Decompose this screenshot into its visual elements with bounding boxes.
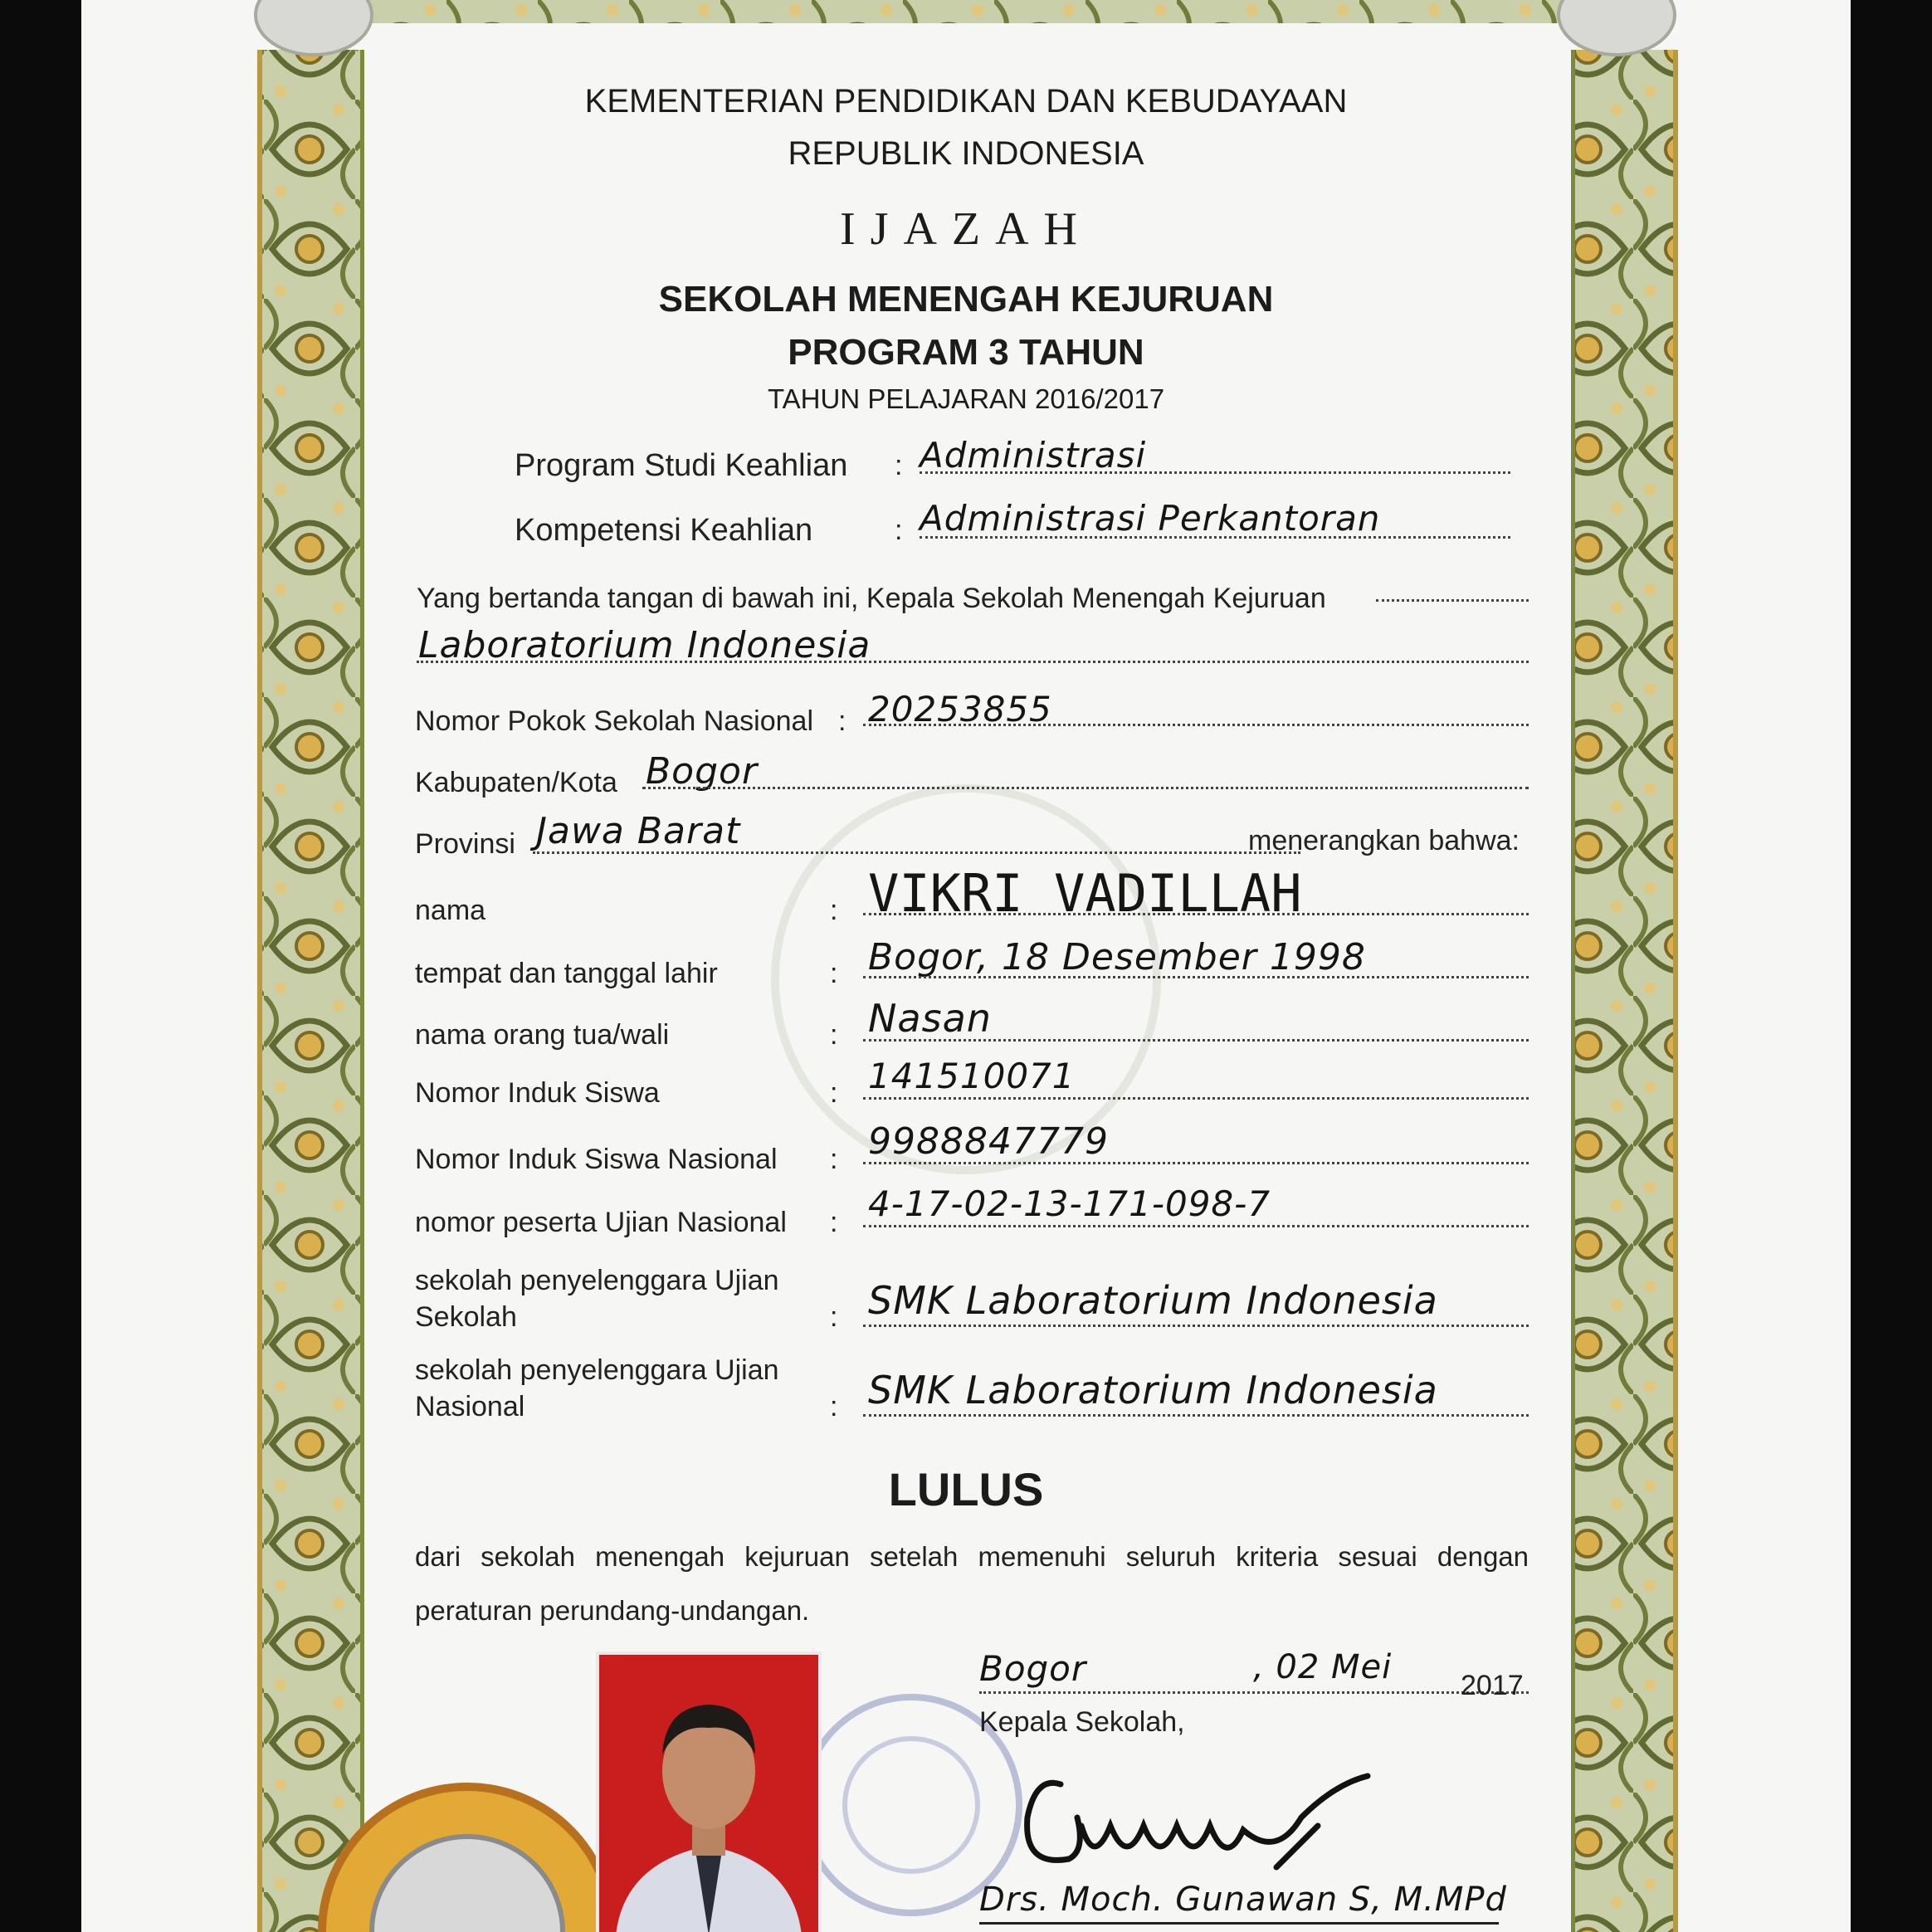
parent-label: nama orang tua/wali xyxy=(415,1019,670,1051)
us-school-label-line2: Sekolah xyxy=(415,1301,517,1333)
competency-label: Kompetensi Keahlian xyxy=(515,513,813,548)
dotted-line xyxy=(863,1039,1529,1042)
parent-value: Nasan xyxy=(868,996,992,1041)
colon: : xyxy=(830,895,838,926)
result-text-line2: peraturan perundang-undangan. xyxy=(415,1595,810,1626)
dotted-line xyxy=(1376,599,1529,602)
us-school-value: SMK Laboratorium Indonesia xyxy=(868,1278,1438,1323)
portrait-illustration xyxy=(599,1655,818,1932)
republic-heading: REPUBLIK INDONESIA xyxy=(788,135,1144,172)
colon: : xyxy=(830,1019,838,1051)
name-value: VIKRI VADILLAH xyxy=(868,863,1302,924)
graduation-status: LULUS xyxy=(888,1463,1044,1515)
un-school-label-line2: Nasional xyxy=(415,1391,525,1422)
colon: : xyxy=(830,1391,838,1422)
colon: : xyxy=(830,958,838,989)
academic-year: TAHUN PELAJARAN 2016/2017 xyxy=(767,383,1165,414)
npsn-label: Nomor Pokok Sekolah Nasional xyxy=(415,705,814,737)
dotted-line xyxy=(863,1225,1529,1227)
handwritten-signature xyxy=(1003,1768,1393,1884)
dotted-line xyxy=(417,661,1529,663)
dotted-line xyxy=(979,1691,1529,1694)
colon: : xyxy=(830,1207,838,1238)
city-label: Kabupaten/Kota xyxy=(415,767,617,798)
colon: : xyxy=(838,705,846,737)
certificate-paper xyxy=(81,0,1851,1932)
program-label: Program Studi Keahlian xyxy=(515,448,848,483)
ministry-heading: KEMENTERIAN PENDIDIKAN DAN KEBUDAYAAN xyxy=(584,83,1348,120)
declares-text: menerangkan bahwa: xyxy=(1248,825,1520,856)
dotted-line xyxy=(863,724,1529,726)
signature-year: 2017 xyxy=(1461,1670,1524,1701)
dotted-line xyxy=(863,976,1529,978)
intro-text: Yang bertanda tangan di bawah ini, Kepala Sekolah Menengah Kejuruan xyxy=(417,583,1326,614)
un-school-value: SMK Laboratorium Indonesia xyxy=(868,1368,1438,1412)
name-underline xyxy=(979,1922,1499,1925)
dotted-line xyxy=(920,536,1510,539)
colon: : xyxy=(830,1301,838,1333)
school-type-heading: SEKOLAH MENENGAH KEJURUAN xyxy=(658,279,1274,320)
dotted-line xyxy=(863,1325,1529,1327)
nisn-value: 9988847779 xyxy=(868,1120,1109,1163)
document-title: IJAZAH xyxy=(840,203,1092,255)
province-value: Jawa Barat xyxy=(536,810,741,852)
un-number-value: 4-17-02-13-171-098-7 xyxy=(868,1183,1271,1224)
npsn-value: 20253855 xyxy=(868,689,1052,729)
colon: : xyxy=(830,1077,838,1109)
colon: : xyxy=(895,450,903,481)
program-value: Administrasi xyxy=(920,435,1147,476)
dotted-line xyxy=(920,471,1510,474)
student-photo xyxy=(596,1651,822,1932)
dotted-line xyxy=(863,1414,1529,1417)
dotted-line xyxy=(863,913,1529,915)
signature-date: , 02 Mei xyxy=(1253,1648,1393,1686)
principal-name: Drs. Moch. Gunawan S, M.MPd xyxy=(979,1881,1507,1919)
result-text-line1: dari sekolah menengah kejuruan setelah memenuhi seluruh kriteria sesuai dengan xyxy=(415,1541,1529,1572)
colon: : xyxy=(830,1144,838,1175)
un-number-label: nomor peserta Ujian Nasional xyxy=(415,1207,787,1238)
city-value: Bogor xyxy=(646,750,759,793)
principal-role: Kepala Sekolah, xyxy=(979,1706,1185,1738)
dotted-line xyxy=(863,1097,1529,1100)
us-school-label-line1: sekolah penyelenggara Ujian xyxy=(415,1265,779,1296)
signature-place: Bogor xyxy=(979,1648,1087,1689)
dotted-line xyxy=(863,1162,1529,1164)
nis-label: Nomor Induk Siswa xyxy=(415,1077,660,1109)
province-label: Provinsi xyxy=(415,828,515,860)
competency-value: Administrasi Perkantoran xyxy=(920,498,1381,539)
birth-value: Bogor, 18 Desember 1998 xyxy=(868,936,1366,978)
birth-label: tempat dan tanggal lahir xyxy=(415,958,718,989)
colon: : xyxy=(895,515,903,546)
nis-value: 141510071 xyxy=(868,1056,1076,1096)
dotted-line xyxy=(533,851,1300,854)
name-label: nama xyxy=(415,895,486,926)
un-school-label-line1: sekolah penyelenggara Ujian xyxy=(415,1354,779,1386)
program-heading: PROGRAM 3 TAHUN xyxy=(788,332,1144,373)
dotted-line xyxy=(642,787,1529,789)
nisn-label: Nomor Induk Siswa Nasional xyxy=(415,1144,778,1175)
school-name-value: Laboratorium Indonesia xyxy=(418,624,871,666)
